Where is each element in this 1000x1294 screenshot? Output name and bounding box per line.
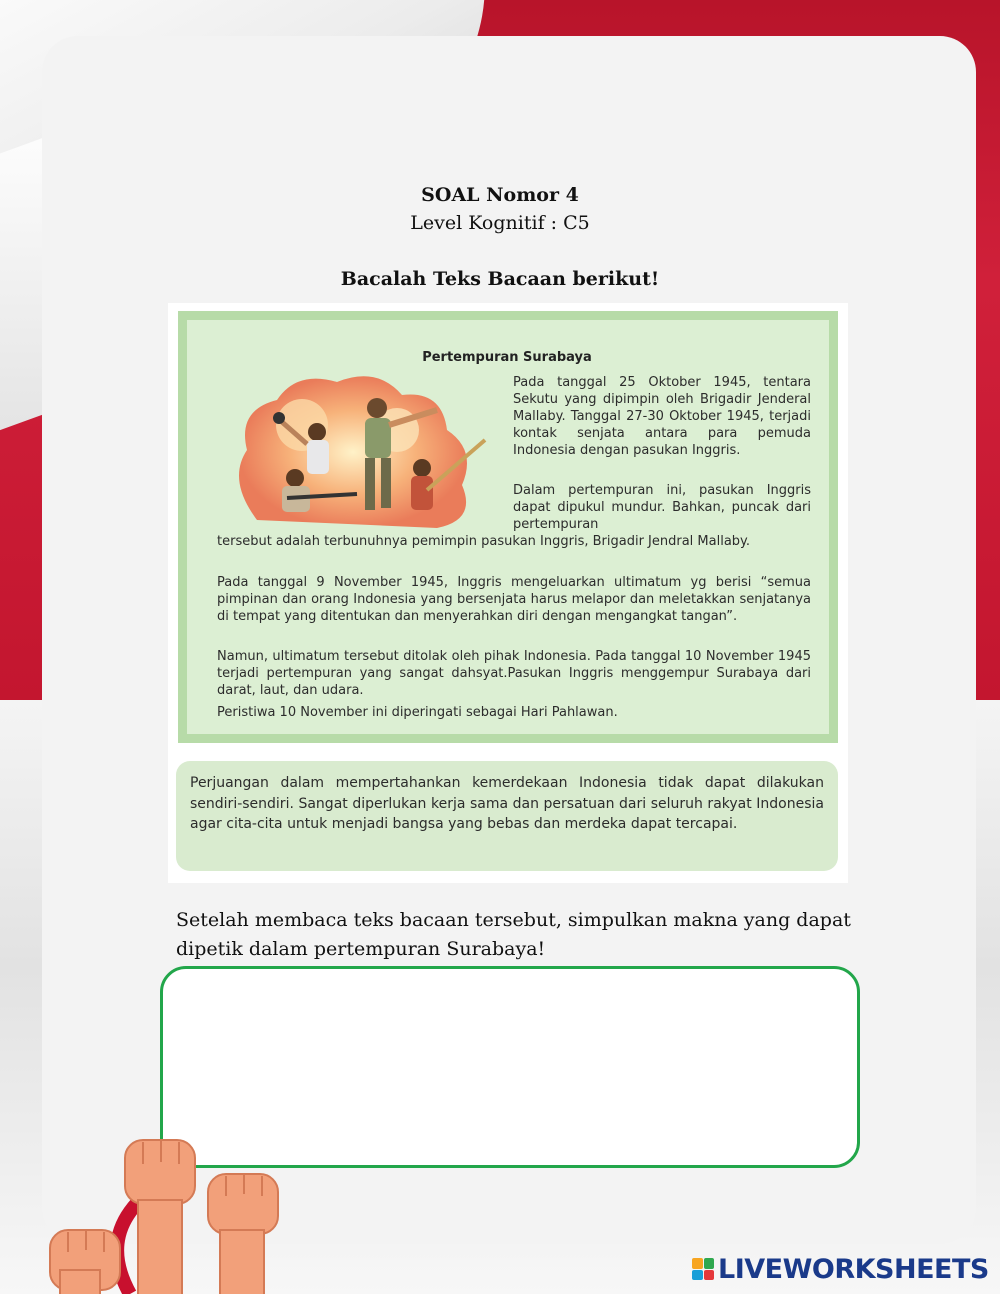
story-paragraph-2-continued: tersebut adalah terbunuhnya pemimpin pasukan Inggris, Brigadir Jendral Mallaby. bbox=[217, 534, 751, 549]
raised-fists-illustration bbox=[30, 1120, 330, 1294]
story-title: Pertempuran Surabaya bbox=[422, 350, 592, 365]
liveworksheets-logo bbox=[692, 1254, 989, 1284]
story-paragraph-3: Pada tanggal 9 November 1945, Inggris mengeluarkan ultimatum yg berisi “semua pimpinan dan orang Indonesia yang bersenjata harus melapor dan meletakkan senjatanya di tempat yang ditentukan dan menyerahkan diri dengan mengangkat tangan”. bbox=[217, 575, 811, 624]
story-paragraph-4: Namun, ultimatum tersebut ditolak oleh pihak Indonesia. Pada tanggal 10 November 1945 terjadi pertempuran yang sangat dahsyat.Pasukan Inggris menggempur Surabaya dari darat, laut, dan udara. bbox=[217, 649, 811, 698]
question-number-title: SOAL Nomor 4 bbox=[421, 184, 579, 206]
question-prompt: Setelah membaca teks bacaan tersebut, simpulkan makna yang dapat dipetik dalam pertempuran Surabaya! bbox=[176, 909, 851, 960]
cognitive-level: Level Kognitif : C5 bbox=[410, 212, 590, 234]
reading-passage-image bbox=[168, 303, 848, 883]
liveworksheets-logo-text: LIVEWORKSHEETS bbox=[718, 1253, 989, 1285]
story-note: Perjuangan dalam mempertahankan kemerdekaan Indonesia tidak dapat dilakukan sendiri-sendiri. Sangat diperlukan kerja sama dan persatuan dari seluruh rakyat Indonesia agar cita-cita untuk menjadi bangsa yang bebas dan merdeka dapat tercapai. bbox=[176, 761, 838, 871]
liveworksheets-logo-icon bbox=[692, 1258, 714, 1280]
story-paragraph-2: Dalam pertempuran ini, pasukan Inggris dapat dipukul mundur. Bahkan, puncak dari pertempuran bbox=[513, 483, 811, 532]
battle-illustration bbox=[227, 370, 507, 530]
story-paragraph-1: Pada tanggal 25 Oktober 1945, tentara Sekutu yang dipimpin oleh Brigadir Jenderal Mallaby. Tanggal 27-30 Oktober 1945, terjadi kontak senjata antara para pemuda Indonesia dengan pasukan Inggris. bbox=[513, 375, 811, 458]
story-paragraph-5: Peristiwa 10 November ini diperingati sebagai Hari Pahlawan. bbox=[217, 705, 618, 720]
reading-instruction: Bacalah Teks Bacaan berikut! bbox=[340, 268, 660, 290]
story-panel bbox=[178, 311, 838, 743]
